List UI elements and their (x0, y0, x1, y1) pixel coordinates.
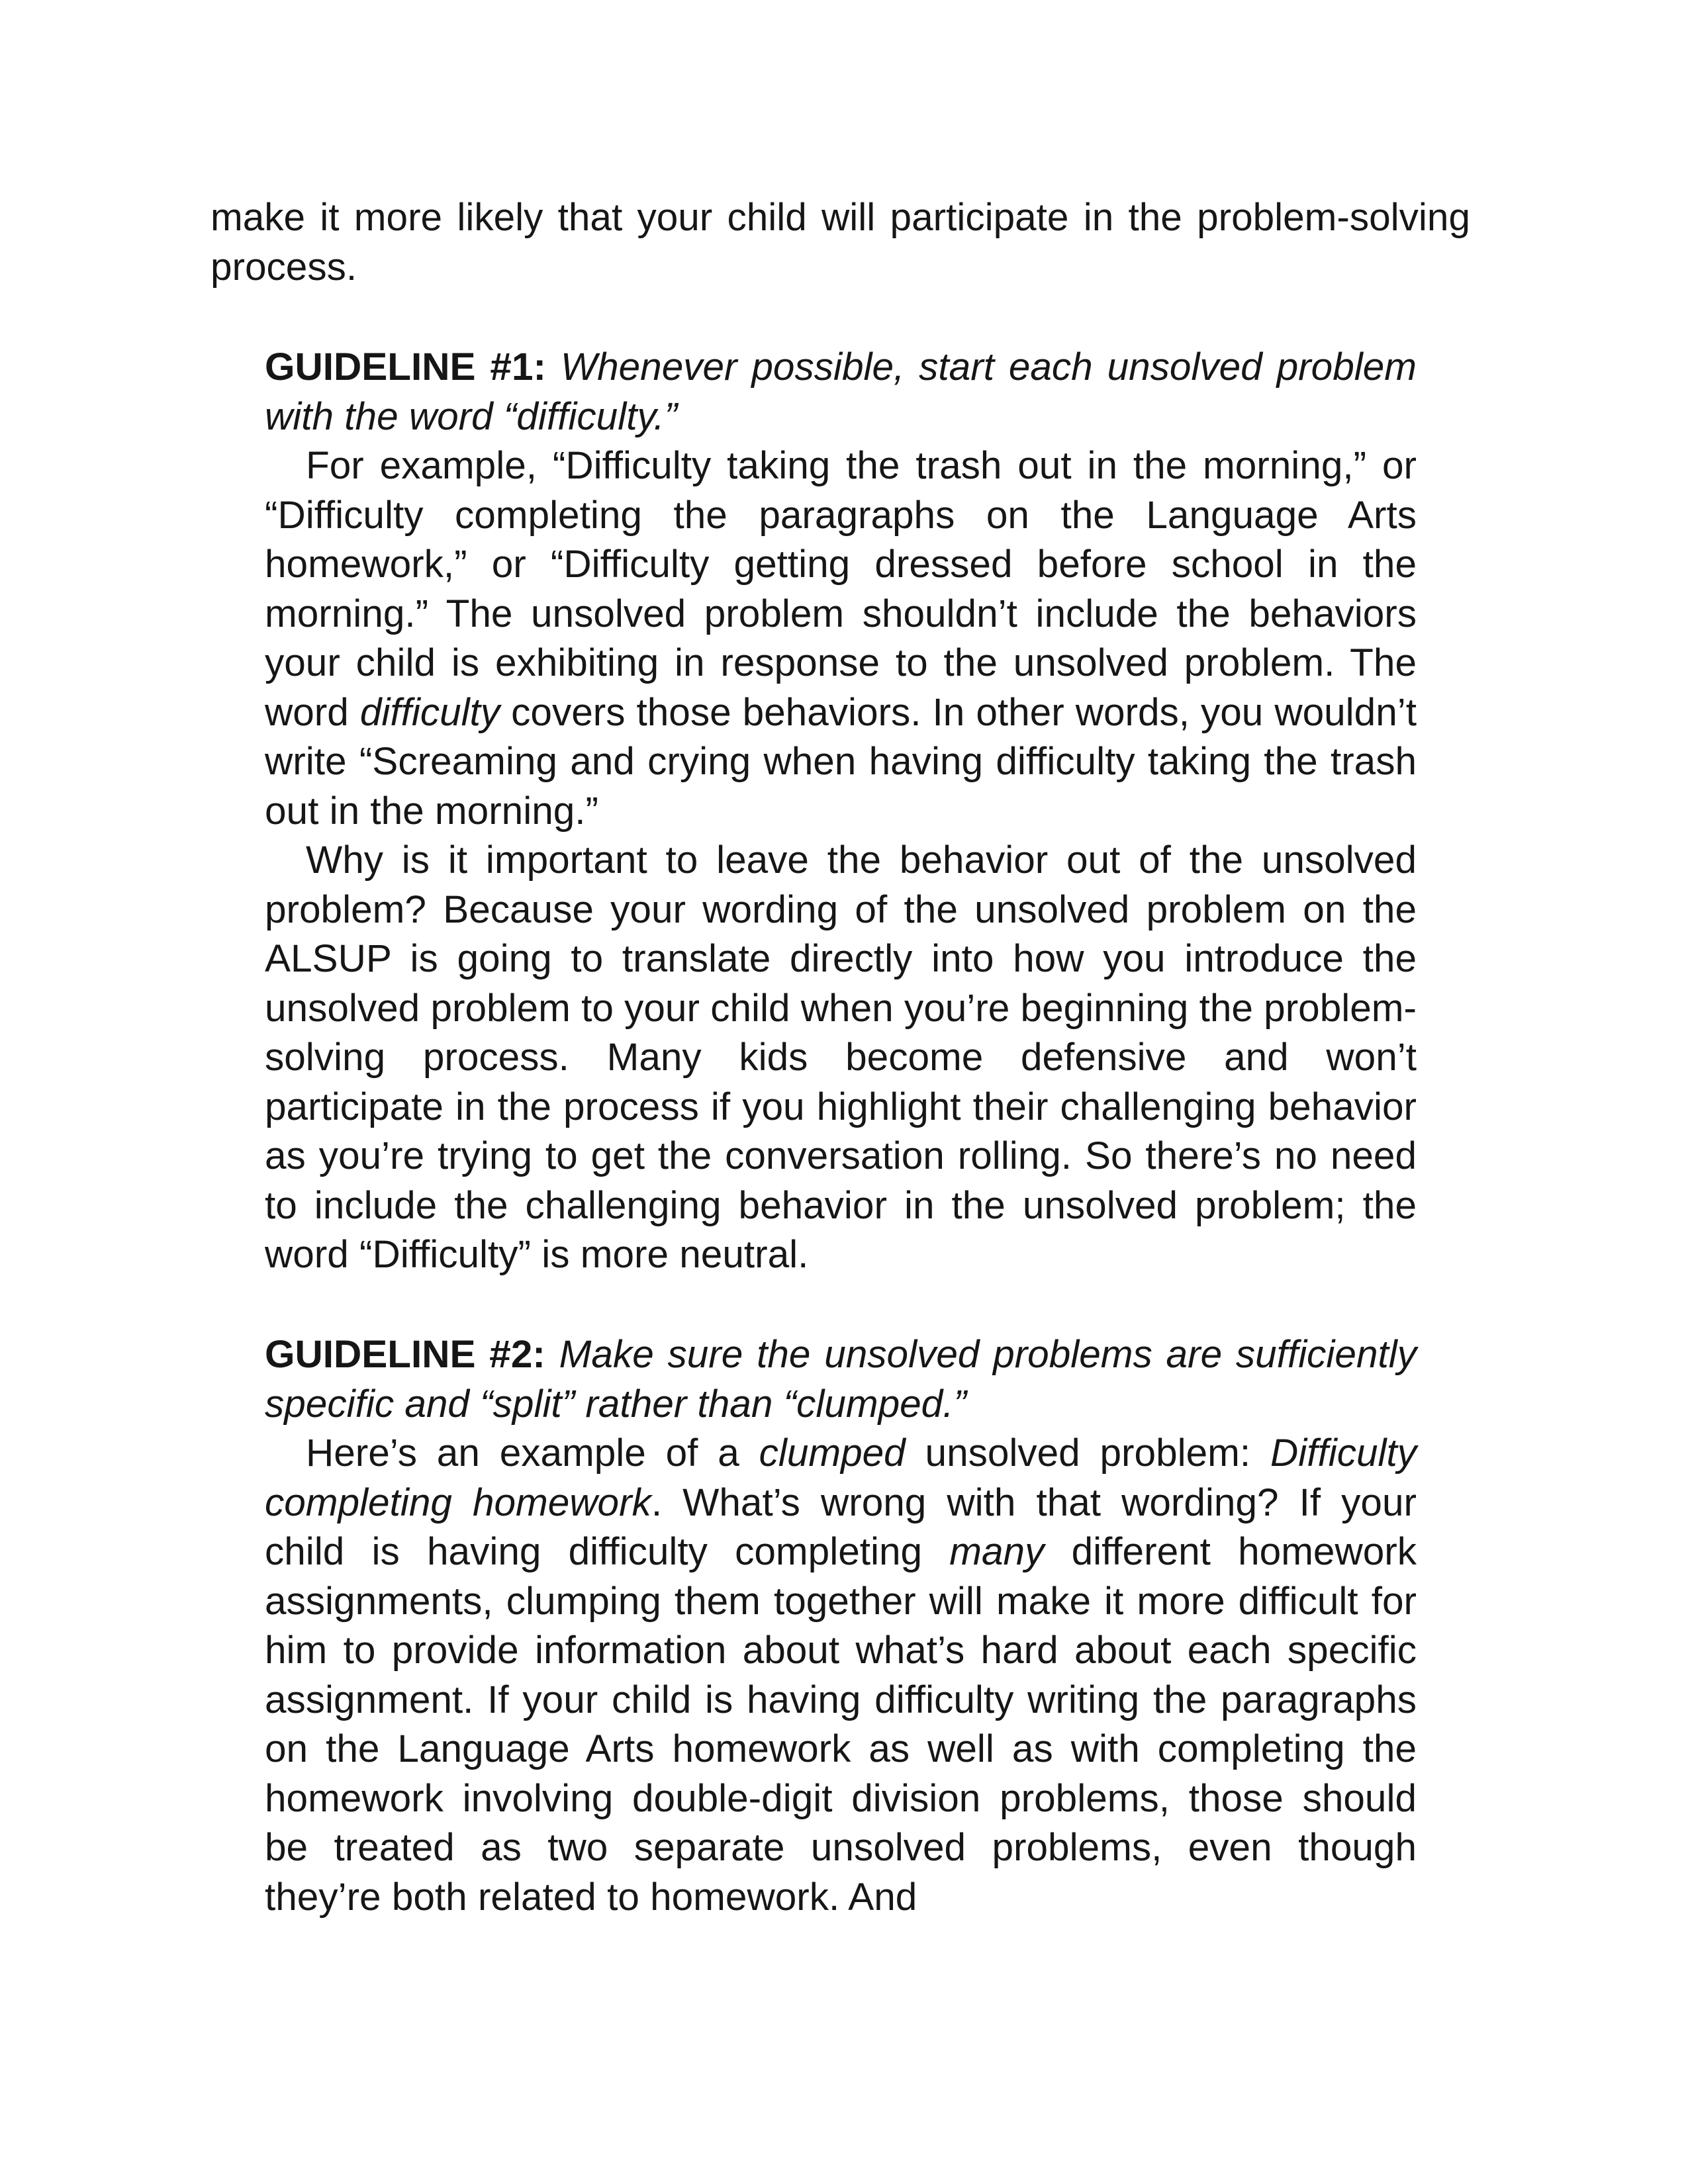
guideline-1-label: GUIDELINE #1: (265, 345, 546, 388)
guideline-1-paragraph-2: Why is it important to leave the behavior out of the unsolved problem? Because your wording of the unsolved problem on the ALSUP is going to translate directly into how you introduce the unsolved problem to your child when you’re beginning the problem-solving process. Many kids become defensive and won’t participate in the process if you highlight their challenging behavior as you’re trying to get the conversation rolling. So there’s no need to include the challenging behavior in the unsolved problem; the word “Difficulty” is more neutral. (265, 839, 1417, 1276)
guideline-1-p1-emphasis: difficulty (359, 690, 500, 734)
guideline-2-label: GUIDELINE #2: (265, 1333, 545, 1376)
lead-paragraph: make it more likely that your child will participate in the problem-solving process. (211, 196, 1470, 289)
guideline-1-heading (265, 343, 1417, 441)
guideline-2-heading (265, 1330, 1417, 1429)
guideline-2-p1-emphasis-clumped: clumped (759, 1432, 906, 1475)
guideline-2-p1-text-c: . What’s wrong with that wording? If your child is having difficulty completing (265, 1480, 1417, 1573)
guideline-2-section (265, 1330, 1417, 1922)
guideline-1-section (265, 343, 1417, 1280)
guideline-2-p1-emphasis-many: many (949, 1530, 1045, 1573)
guideline-2-paragraph-1 (265, 1429, 1417, 1922)
guideline-2-p1-text-d: different homework assignments, clumping them together will make it more difficult for him to provide information about what’s hard about each specific assignment. If your child is having difficulty writing the paragraphs on the Language Arts homework as well as with completing the homework involving double-digit division problems, those should be treated as two separate unsolved problems, even though they’re both related to homework. And (265, 1530, 1417, 1919)
guideline-2-p1-text-a: Here’s an example of a (306, 1432, 759, 1475)
guideline-1-title: Whenever possible, start each unsolved problem with the word “difficulty.” (265, 345, 1417, 438)
guideline-2-title: Make sure the unsolved problems are sufficiently specific and “split” rather than “clumped.” (265, 1333, 1417, 1426)
guideline-2-p1-text-b: unsolved problem: (905, 1432, 1270, 1475)
guideline-1-p1-text-a: For example, “Difficulty taking the trash out in the morning,” or “Difficulty completing the paragraphs on the Language Arts homework,” or “Difficulty getting dressed before school in the morning.” The unsolved problem shouldn’t include the behaviors your child is exhibiting in response to the unsolved problem. The word (265, 444, 1417, 734)
guideline-1-paragraph-1 (265, 441, 1417, 836)
guideline-1-p1-text-b: covers those behaviors. In other words, you wouldn’t write “Screaming and crying when having difficulty taking the trash out in the morning.” (265, 690, 1417, 833)
guideline-2-p1-emphasis-example: Difficulty completing homework (265, 1432, 1417, 1524)
